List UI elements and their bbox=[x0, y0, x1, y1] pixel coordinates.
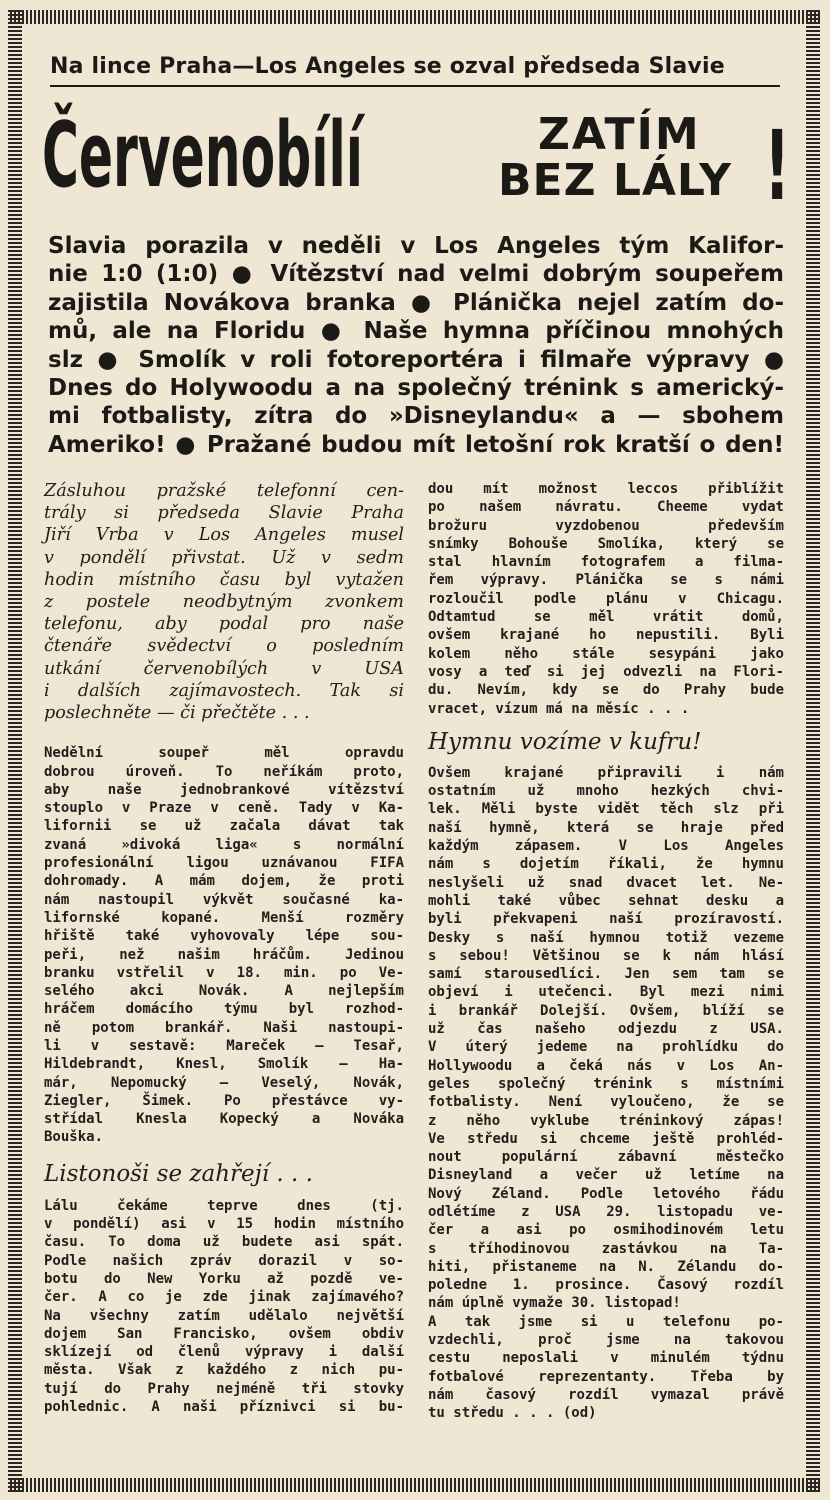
headline-right bbox=[498, 109, 768, 207]
body-line: aby naše jednobrankové vítězství bbox=[44, 781, 404, 798]
body-line: i brankář Dolejší. Ovšem, blíží se bbox=[428, 1002, 784, 1019]
intro-line: hodin místního času byl vytažen bbox=[44, 569, 404, 590]
body-line: nám nastoupil výkvět současné ka- bbox=[44, 891, 404, 908]
ruled-border-right bbox=[806, 10, 820, 1492]
body-line: nám úplně vymaže 30. listopad! bbox=[428, 1295, 681, 1312]
body-line: mohli také vůbec sehnat desku a bbox=[428, 892, 784, 909]
body-line: tu středu . . . (od) bbox=[428, 1405, 597, 1422]
intro-line: telefonu, aby podal pro naše bbox=[44, 614, 404, 635]
body-line: Desky s naší hymnou totiž vezeme bbox=[428, 929, 784, 946]
body-line: profesionální ligou uznávanou FIFA bbox=[44, 855, 404, 872]
headline-main: Červenobílí bbox=[42, 104, 363, 209]
body-line: byli překvapeni naší prozíravostí. bbox=[428, 911, 784, 928]
body-line: s sebou! Většinou se k nám hlásí bbox=[428, 947, 784, 964]
intro-line: z postele neodbytným zvonkem bbox=[44, 592, 404, 613]
body-line: nám časový rozdíl vymazal právě bbox=[428, 1386, 784, 1403]
body-line: stouplo v Praze v ceně. Tady v Ka- bbox=[44, 800, 404, 817]
body-line: po našem návratu. Cheeme vydat bbox=[428, 499, 784, 516]
body-line: sklízejí od členů výpravy i další bbox=[44, 1344, 404, 1361]
paragraph-gap bbox=[428, 718, 784, 726]
body-line: geles společný trénink s místními bbox=[428, 1075, 784, 1092]
body-line: hráčem domácího týmu byl rozhod- bbox=[44, 1001, 404, 1018]
body-line: brožuru vyzdobenou především bbox=[428, 517, 784, 534]
subhead-listonosi: Listonoši se zahřejí . . . bbox=[44, 1160, 313, 1187]
body-line: v pondělí) asi v 15 hodin místního bbox=[44, 1216, 404, 1233]
body-line: hřiště také vyhovovaly lépe sou- bbox=[44, 928, 404, 945]
lead-line: Dnes do Holywoodu a na společný trénink s americký- bbox=[48, 375, 784, 402]
article-column-right bbox=[428, 480, 784, 1423]
body-line: peři, než našim hráčům. Jedinou bbox=[44, 946, 404, 963]
body-line: Bouška. bbox=[44, 1129, 104, 1146]
lead-line: slz ● Smolík v roli fotoreportéra i filmaře výpravy ● bbox=[48, 346, 784, 373]
body-line: už čas našeho odjezdu z USA. bbox=[428, 1021, 784, 1038]
body-line: lek. Měli byste vidět těch slz při bbox=[428, 801, 784, 818]
body-line: odlétíme z USA 29. listopadu ve- bbox=[428, 1203, 784, 1220]
ruled-border-bottom bbox=[10, 1478, 820, 1492]
body-line: vzdechli, proč jsme na takovou bbox=[428, 1332, 784, 1349]
body-line: botu do New Yorku až pozdě ve- bbox=[44, 1270, 404, 1287]
article-column-left bbox=[44, 480, 404, 1416]
body-line: lifornské kopané. Menší rozměry bbox=[44, 909, 404, 926]
body-line: dojem San Francisko, ovšem obdiv bbox=[44, 1325, 404, 1342]
body-line: Nový Zéland. Podle letového řádu bbox=[428, 1185, 784, 1202]
body-line: du. Nevím, kdy se do Prahy bude bbox=[428, 682, 784, 699]
body-line: tují do Prahy nejméně tři stovky bbox=[44, 1380, 404, 1397]
body-line: Hildebrandt, Knesl, Smolík — Ha- bbox=[44, 1056, 404, 1073]
intro-line: i dalších zajímavostech. Tak si bbox=[44, 680, 404, 701]
body-line: každým zápasem. V Los Angeles bbox=[428, 838, 784, 855]
body-line: Disneyland a večer už letíme na bbox=[428, 1167, 784, 1184]
body-line: snímky Bohouše Smolíka, který se bbox=[428, 535, 784, 552]
body-line: ostatním už mnoho hezkých chvi- bbox=[428, 783, 784, 800]
body-line: čer. A co je zde jinak zajímavého? bbox=[44, 1289, 404, 1306]
body-line: stal hlavním fotografem a filma- bbox=[428, 554, 784, 571]
body-line: cestu neposlali v minulém týdnu bbox=[428, 1350, 784, 1367]
lead-line: nie 1:0 (1:0) ● Vítězství nad velmi dobrým soupeřem bbox=[48, 261, 784, 288]
body-line: Lálu čekáme teprve dnes (tj. bbox=[44, 1197, 404, 1214]
ruled-border-top bbox=[10, 10, 820, 24]
body-line: vracet, vízum má na měsíc . . . bbox=[428, 700, 690, 717]
body-line: naší hymně, která se hraje před bbox=[428, 819, 784, 836]
body-line: fotbalové reprezentanty. Třeba by bbox=[428, 1368, 784, 1385]
body-line: pohlednic. A naši příznivci si bu- bbox=[44, 1399, 404, 1416]
lead-line: mi fotbalisty, zítra do »Disneylandu« a — sbohem bbox=[48, 403, 784, 430]
lead-line: zajistila Novákova branka ● Plánička nejel zatím do- bbox=[48, 289, 784, 316]
body-line: branku vstřelil v 18. min. po Ve- bbox=[44, 964, 404, 981]
intro-line: trály si předseda Slavie Praha bbox=[44, 503, 404, 524]
body-line: selého akci Novák. A nejlepším bbox=[44, 983, 404, 1000]
intro-line: Jiří Vrba v Los Angeles musel bbox=[44, 525, 404, 546]
body-line: nout populární zábavní městečko bbox=[428, 1149, 784, 1166]
body-line: času. To doma už budete asi spát. bbox=[44, 1234, 404, 1251]
kicker-line: Na lince Praha—Los Angeles se ozval předseda Slavie bbox=[50, 54, 780, 87]
body-line: Nedělní soupeř měl opravdu bbox=[44, 745, 404, 762]
headline-right-line2: BEZ LÁLY bbox=[498, 155, 732, 207]
intro-line: čtenáře svědectví o posledním bbox=[44, 636, 404, 657]
intro-line: poslechněte — či přečtěte . . . bbox=[44, 703, 310, 724]
body-line: řem výpravy. Plánička se s námi bbox=[428, 572, 784, 589]
body-line: Hollywoodu a čeká nás v Los An- bbox=[428, 1057, 784, 1074]
body-line: Ziegler, Šimek. Po přestávce vy- bbox=[44, 1092, 404, 1109]
intro-line: utkání červenobílých v USA bbox=[44, 658, 404, 679]
body-line: Odtamtud se měl vrátit domů, bbox=[428, 609, 784, 626]
body-line: ně potom brankář. Naši nastoupi- bbox=[44, 1019, 404, 1036]
body-line: dohromady. A mám dojem, že proti bbox=[44, 873, 404, 890]
body-line: s tříhodinovou zastávkou na Ta- bbox=[428, 1240, 784, 1257]
body-line: li v sestavě: Mareček — Tesař, bbox=[44, 1037, 404, 1054]
body-line: ovšem krajané ho nepustili. Byli bbox=[428, 627, 784, 644]
lead-line: mů, ale na Floridu ● Naše hymna příčinou mnohých bbox=[48, 318, 784, 345]
body-line: střídal Knesla Kopecký a Nováka bbox=[44, 1111, 404, 1128]
body-line: Ovšem krajané připravili i nám bbox=[428, 764, 784, 781]
ruled-border-left bbox=[8, 10, 22, 1492]
subhead-hymnu: Hymnu vozíme v kufru! bbox=[428, 728, 702, 755]
body-line: A tak jsme si u telefonu po- bbox=[428, 1313, 784, 1330]
body-line: Podle našich zpráv dorazil v so- bbox=[44, 1252, 404, 1269]
body-line: nám s dojetím říkali, že hymnu bbox=[428, 856, 784, 873]
headline-right-line1: ZATÍM bbox=[538, 109, 701, 160]
paragraph-gap bbox=[44, 1147, 404, 1157]
lead-paragraph bbox=[48, 232, 784, 459]
body-line: kolem něho stále sesypáni jako bbox=[428, 645, 784, 662]
body-line: poledne 1. prosince. Časový rozdíl bbox=[428, 1277, 784, 1294]
body-line: hiti, přistaneme na N. Zélandu do- bbox=[428, 1258, 784, 1275]
body-line: dobrou úroveň. To neříkám proto, bbox=[44, 763, 404, 780]
body-line: rozloučil podle plánu v Chicagu. bbox=[428, 590, 784, 607]
body-line: dou mít možnost leccos přiblížit bbox=[428, 481, 784, 497]
body-line: Ve středu si chceme ještě prohléd- bbox=[428, 1130, 784, 1147]
lead-line: Ameriko! ● Pražané budou mít letošní rok kratší o den! bbox=[48, 431, 784, 458]
paragraph-gap bbox=[44, 724, 404, 744]
body-line: Na všechny zatím udělalo největší bbox=[44, 1307, 404, 1324]
body-line: objeví i utečenci. Byl mezi nimi bbox=[428, 984, 784, 1001]
body-line: fotbalisty. Není vyloučeno, že se bbox=[428, 1094, 784, 1111]
body-line: čer a asi po osmihodinovém letu bbox=[428, 1222, 784, 1239]
body-line: már, Nepomucký — Veselý, Novák, bbox=[44, 1074, 404, 1091]
body-line: neslyšeli už snad dvacet let. Ne- bbox=[428, 874, 784, 891]
intro-line: v pondělí přivstat. Už v sedm bbox=[44, 547, 404, 568]
body-line: z něho vyklube tréninkový zápas! bbox=[428, 1112, 784, 1129]
body-line: lifornii se už začala dávat tak bbox=[44, 818, 404, 835]
body-line: vosy a teď si jej odvezli na Flori- bbox=[428, 663, 784, 680]
headline-exclamation: ! bbox=[764, 110, 791, 222]
lead-line: Slavia porazila v neděli v Los Angeles tým Kalifor- bbox=[48, 233, 784, 259]
intro-line: Zásluhou pražské telefonní cen- bbox=[44, 481, 404, 501]
body-line: města. Však z každého z nich pu- bbox=[44, 1362, 404, 1379]
body-line: V úterý jedeme na prohlídku do bbox=[428, 1039, 784, 1056]
body-line: zvaná »divoká liga« s normální bbox=[44, 836, 404, 853]
body-line: samí starousedlíci. Jen sem tam se bbox=[428, 966, 784, 983]
